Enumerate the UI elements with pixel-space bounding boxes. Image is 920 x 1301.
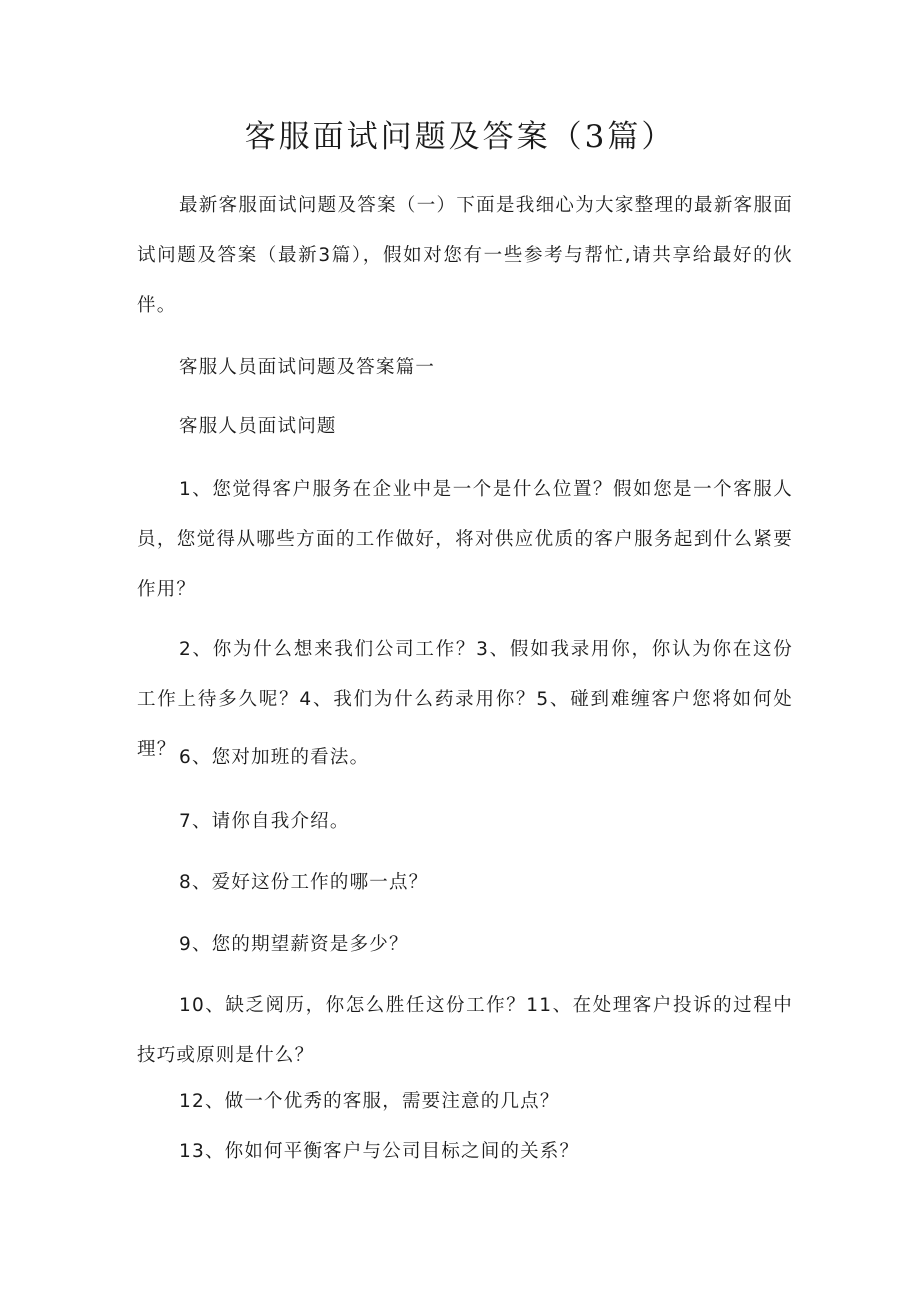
questions-10-11: 10、缺乏阅历，你怎么胜任这份工作？11、在处理客户投诉的过程中技巧或原则是什么？	[137, 995, 793, 1066]
intro-paragraph: 最新客服面试问题及答案（一）下面是我细心为大家整理的最新客服面试问题及答案（最新3篇），假如对您有一些参考与帮忙,请共享给最好的伙伴。	[137, 195, 793, 316]
section-heading: 客服人员面试问题及答案篇一	[179, 357, 436, 378]
document-title: 客服面试问题及答案（3篇）	[244, 119, 676, 155]
question-13: 13、你如何平衡客户与公司目标之间的关系？	[179, 1141, 580, 1162]
question-6: 6、您对加班的看法。	[179, 747, 370, 768]
question-8: 8、爱好这份工作的哪一点？	[179, 872, 429, 893]
question-9: 9、您的期望薪资是多少？	[179, 934, 409, 955]
subheading: 客服人员面试问题	[179, 416, 337, 437]
question-7: 7、请你自我介绍。	[179, 811, 350, 832]
question-12: 12、做一个优秀的客服，需要注意的几点？	[179, 1091, 560, 1112]
question-1: 1、您觉得客户服务在企业中是一个是什么位置？假如您是一个客服人员，您觉得从哪些方面的工作做好，将对供应优质的客户服务起到什么紧要作用？	[137, 479, 793, 600]
questions-2-5: 2、你为什么想来我们公司工作？3、假如我录用你，你认为你在这份工作上待多久呢？4、我们为什么药录用你？5、碰到难缠客户您将如何处理？	[137, 639, 793, 760]
